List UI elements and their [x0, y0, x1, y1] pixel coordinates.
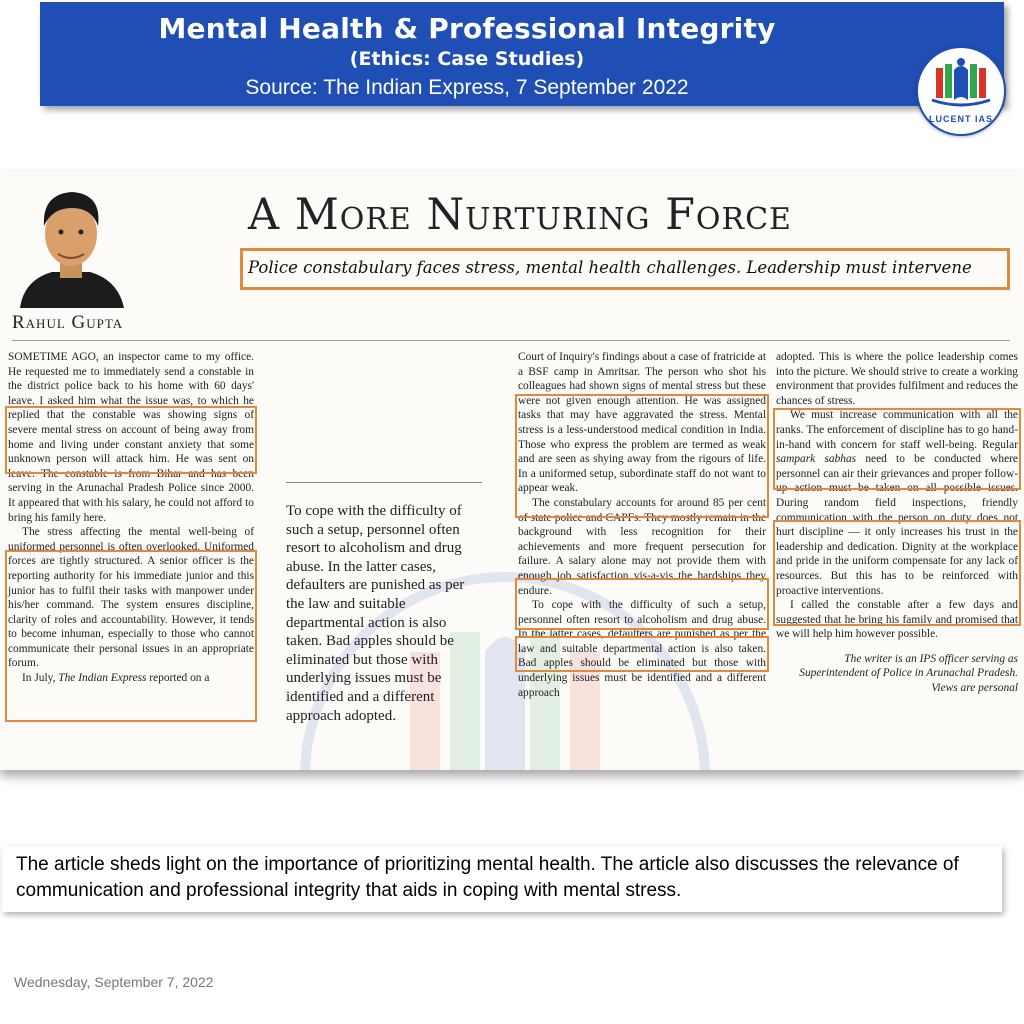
logo-text: LUCENT IAS — [929, 114, 993, 124]
paragraph: SOMETIME AGO, an inspector came to my office. He requested me to immediately send a constable in the district police back to his home with 60 days' leave. I asked him what the issue was, to which he replied that the constable was showing signs of severe mental stress on account of being away from home and living under constant anxiety that some unknown person will attack him. He was sent on leave. The constable is from Bihar and has been serving in the Arunachal Pradesh Police since 2000. It appeared that with his salary, he could not afford to bring his family here. — [8, 351, 254, 524]
publication-name: The Indian Express — [58, 672, 147, 685]
pull-quote: To cope with the difficulty of such a setup, personnel often resort to alcoholism and drug abuse. In the latter cases, defaulters are punished as per the law and suitable departmental action is also taken. Bad apples should be eliminated but those with underlying issues must be identified and a different approach adopted. — [286, 503, 465, 724]
article-headline: A More Nurturing Force — [248, 190, 792, 240]
paragraph: I called the constable after a few days and suggested that he bring his family and promised that we will help him however possible. — [776, 599, 1018, 641]
header-banner — [40, 2, 1004, 106]
paragraph: In July, The Indian Express reported on a — [22, 672, 210, 685]
divider — [12, 340, 1010, 341]
paragraph: We must increase communication with all the ranks. The enforcement of discipline has to go hand-in-hand with concern for staff well-being. Regular sampark sabhas need to be conducted where personnel can air their grievances and proper follow-up action must be taken on all possible issues. During random field inspections, friendly communication with the person on duty does not hurt discipline — it only increases his trust in the leadership and dedication. Dignity at the workplace and pride in the uniform compensate for any lack of resources. But this has to be reinforced with proactive interventions. — [776, 409, 1018, 597]
paragraph: The stress affecting the mental well-being of uniformed personnel is often overlooked. Uniformed forces are tightly structured. A senior officer is the reporting authority for his immediate junior and this junior has to fulfil their tasks with manpower under his/her command. The system ensures discipline, clarity of roles and accountability. However, it tends to become inhuman, especially to those who cannot communicate their personal issues in an appropriate forum. — [8, 526, 254, 670]
pullquote-rule — [286, 482, 482, 483]
banner-title: Mental Health & Professional Integrity — [158, 12, 776, 45]
paragraph: To cope with the difficulty of such a setup, personnel often resort to alcoholism and drug abuse. In the latter cases, defaulters are punished as per the law and suitable departmental action is also taken. Bad apples should be eliminated but those with underlying issues must be identified and a different approach — [518, 599, 766, 699]
summary-text: The article sheds light on the importance of prioritizing mental health. The article also discusses the relevance of communication and professional integrity that aids in coping with mental stress. — [16, 854, 959, 901]
article-column-3 — [518, 350, 766, 700]
banner-source: Source: The Indian Express, 7 September 2022 — [245, 76, 689, 99]
paragraph: adopted. This is where the police leadership comes into the picture. We should strive to create a working environment that provides fulfilment and reduces the chances of stress. — [776, 351, 1018, 407]
writer-note: The writer is an IPS officer serving as Superintendent of Police in Arunachal Pradesh. Views are personal — [799, 652, 1018, 695]
author-portrait — [12, 180, 130, 308]
article-column-4 — [776, 350, 1018, 696]
watermark-logo: LUCENT IAS — [290, 562, 720, 770]
lead-in: SOMETIME AGO, — [8, 351, 99, 363]
page-date: Wednesday, September 7, 2022 — [14, 974, 214, 990]
paragraph: Court of Inquiry's findings about a case of fratricide at a BSF camp in Amritsar. The person who shot his colleagues had shown signs of mental stress but these were not given enough attention. He was assigned tasks that may have aggravated the stress. Mental stress is a less-understood medical condition in India. Those who express the problem are termed as weak and are seen as shying away from the rigours of life. In a uniformed setup, subordinate staff do not want to appear weak. — [518, 351, 766, 495]
summary-box — [2, 846, 1002, 912]
author-name: Rahul Gupta — [12, 312, 124, 333]
article-subhead: Police constabulary faces stress, mental health challenges. Leadership must intervene — [248, 258, 972, 277]
banner-subtitle: (Ethics: Case Studies) — [349, 48, 585, 70]
paragraph: The constabulary accounts for around 85 per cent of state police and CAPFs. They mostly remain in the background with less recognition for their achievements and more frequent persecution for failure. A salary alone may not provide them with enough job satisfaction vis-a-vis the hardships they endure. — [518, 496, 766, 597]
lucent-ias-logo — [916, 46, 1006, 136]
term: sampark sabhas — [776, 453, 857, 466]
article-column-1 — [8, 350, 254, 686]
